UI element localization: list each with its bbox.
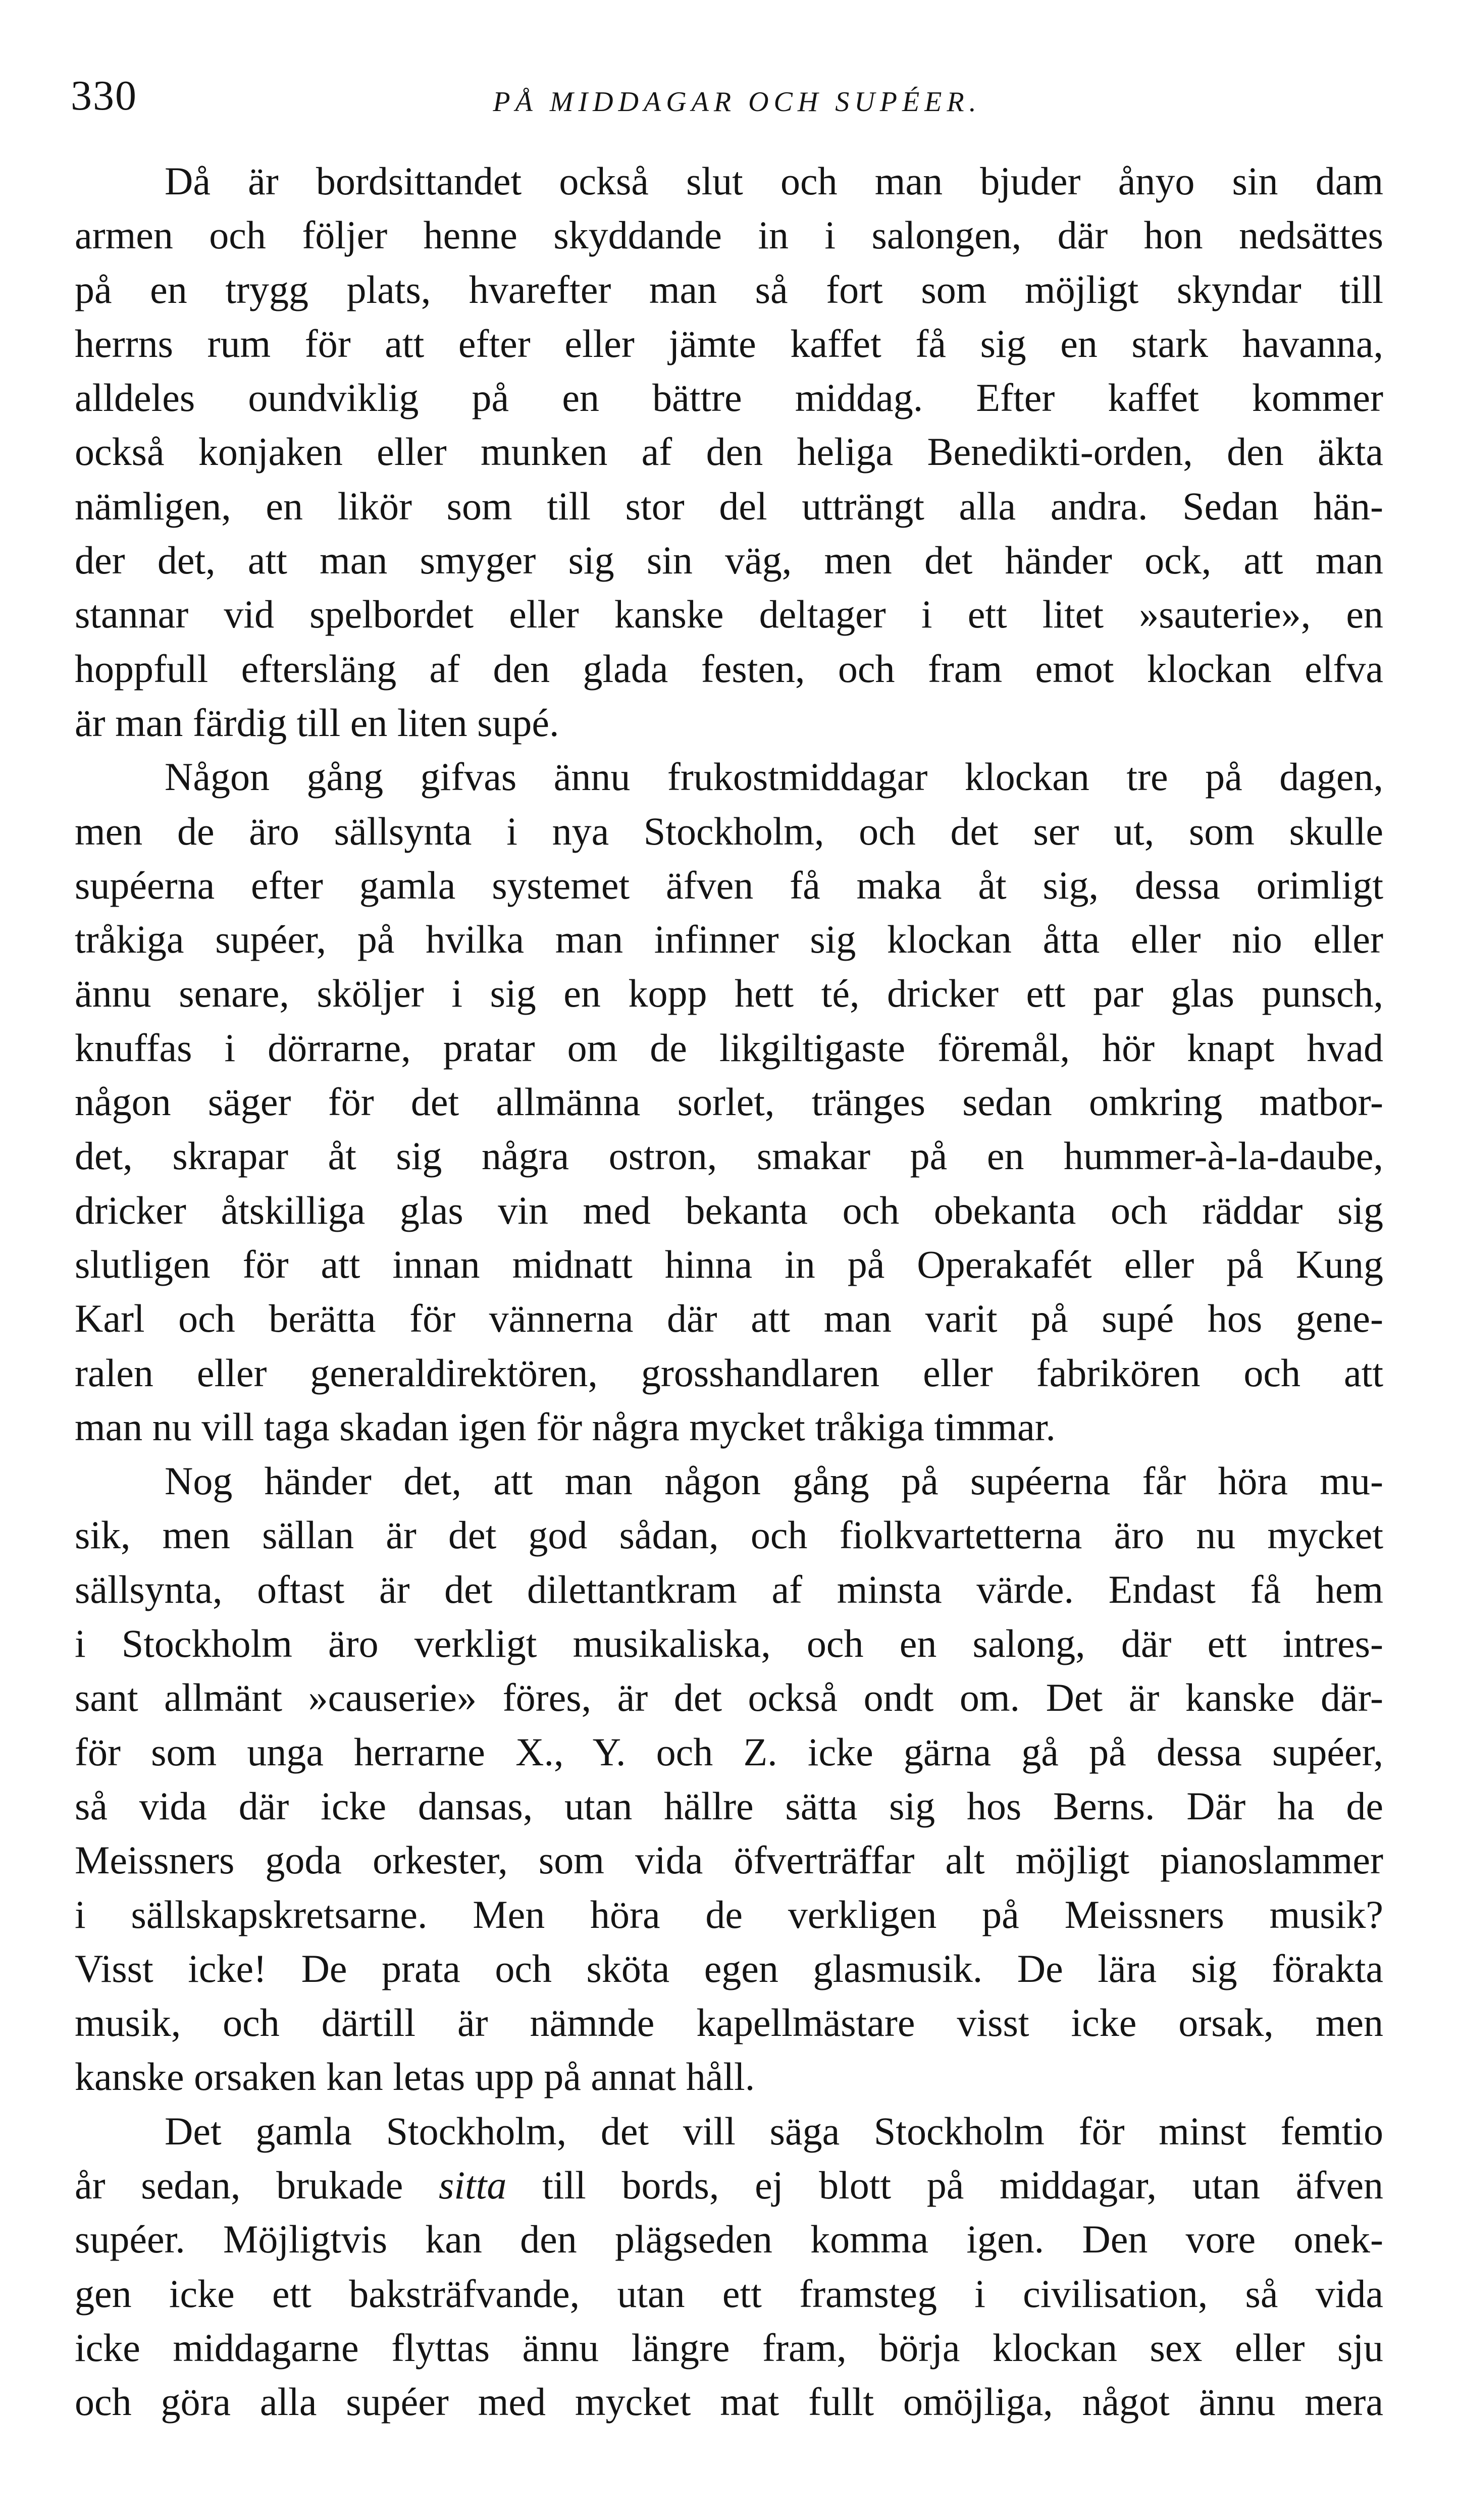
page-number: 330 [71,72,137,119]
text-line: musik, och därtill är nämnde kapellmästare visst icke orsak, men [75,2001,1383,2045]
text-line: Då är bordsittandet också slut och man bjuder ånyo sin dam [165,159,1383,203]
text-line: Någon gång gifvas ännu frukostmiddagar klockan tre på dagen, [165,755,1383,799]
text-line: tråkiga supéer, på hvilka man infinner sig klockan åtta eller nio eller [75,917,1383,962]
running-title: PÅ MIDDAGAR OCH SUPÉER. [493,86,981,118]
text-line: det, skrapar åt sig några ostron, smakar på en hummer-à-la-daube, [75,1134,1383,1178]
text-line: Meissners goda orkester, som vida öfverträffar alt möjligt pianoslammer [75,1838,1383,1882]
text-line: också konjaken eller munken af den heliga Benedikti-orden, den äkta [75,430,1383,474]
text-line: alldeles oundviklig på en bättre middag. Efter kaffet kommer [75,376,1383,420]
text-line: Visst icke! De prata och sköta egen glasmusik. De lära sig förakta [75,1946,1383,1990]
text-line: armen och följer henne skyddande in i salongen, där hon nedsättes [75,213,1383,257]
text-line: hoppfull eftersläng af den glada festen, och fram emot klockan elfva [75,646,1383,691]
text-line: sik, men sällan är det god sådan, och fiolkvartetterna äro nu mycket [75,1513,1383,1557]
text-line: i sällskapskretsarne. Men höra de verkligen på Meissners musik? [75,1892,1383,1936]
text-line [75,2158,1383,2212]
text-line: men de äro sällsynta i nya Stockholm, och det ser ut, som skulle [75,809,1383,853]
text-line: Karl och berätta för vännerna där att man varit på supé hos gene- [75,1296,1383,1341]
text-line: nämligen, en likör som till stor del utträngt alla andra. Sedan hän- [75,484,1383,528]
text-line: dricker åtskilliga glas vin med bekanta och obekanta och räddar sig [75,1188,1383,1232]
emphasized-word: sitta [439,2163,507,2207]
text-segment: år sedan, brukade [75,2163,439,2207]
text-line: ralen eller generaldirektören, grosshandlaren eller fabrikören och att [75,1350,1383,1395]
text-line: supéer. Möjligtvis kan den plägseden komma igen. Den vore onek- [75,2217,1383,2262]
text-line: så vida där icke dansas, utan hällre sätta sig hos Berns. Där ha de [75,1783,1383,1828]
text-line: och göra alla supéer med mycket mat fullt omöjliga, något ännu mera [75,2380,1383,2424]
text-segment: till bords, ej blott på middagar, utan äfven [506,2163,1383,2207]
text-line: man nu vill taga skadan igen för några mycket tråkiga timmar. [75,1404,1056,1449]
text-line: der det, att man smyger sig sin väg, men det händer ock, att man [75,538,1383,583]
text-line: herrns rum för att efter eller jämte kaffet få sig en stark havanna, [75,321,1383,365]
text-line: gen icke ett baksträfvande, utan ett framsteg i civilisation, så vida [75,2271,1383,2316]
text-line: stannar vid spelbordet eller kanske deltager i ett litet »sauterie», en [75,592,1383,637]
text-line: Nog händer det, att man någon gång på supéerna får höra mu- [165,1459,1383,1503]
text-line: sant allmänt »causerie» föres, är det också ondt om. Det är kanske där- [75,1675,1383,1720]
text-line: icke middagarne flyttas ännu längre fram, börja klockan sex eller sju [75,2325,1383,2370]
text-line: på en trygg plats, hvarefter man så fort som möjligt skyndar till [75,267,1383,311]
text-line: ännu senare, sköljer i sig en kopp hett té, dricker ett par glas punsch, [75,971,1383,1016]
text-line: någon säger för det allmänna sorlet, tränges sedan omkring matbor- [75,1080,1383,1124]
text-line: slutligen för att innan midnatt hinna in på Operakafét eller på Kung [75,1242,1383,1286]
text-line: knuffas i dörrarne, pratar om de likgiltigaste föremål, hör knapt hvad [75,1025,1383,1070]
text-line: för som unga herrarne X., Y. och Z. icke gärna gå på dessa supéer, [75,1729,1383,1774]
text-line: Det gamla Stockholm, det vill säga Stockholm för minst femtio [165,2109,1383,2153]
text-line: kanske orsaken kan letas upp på annat håll. [75,2055,755,2099]
text-line: supéerna efter gamla systemet äfven få maka åt sig, dessa orimligt [75,863,1383,907]
text-line: sällsynta, oftast är det dilettantkram af minsta värde. Endast få hem [75,1567,1383,1611]
text-line: är man färdig till en liten supé. [75,700,559,745]
body-text [75,154,1383,2429]
running-head [71,61,1403,131]
text-line: i Stockholm äro verkligt musikaliska, och en salong, där ett intres- [75,1621,1383,1666]
